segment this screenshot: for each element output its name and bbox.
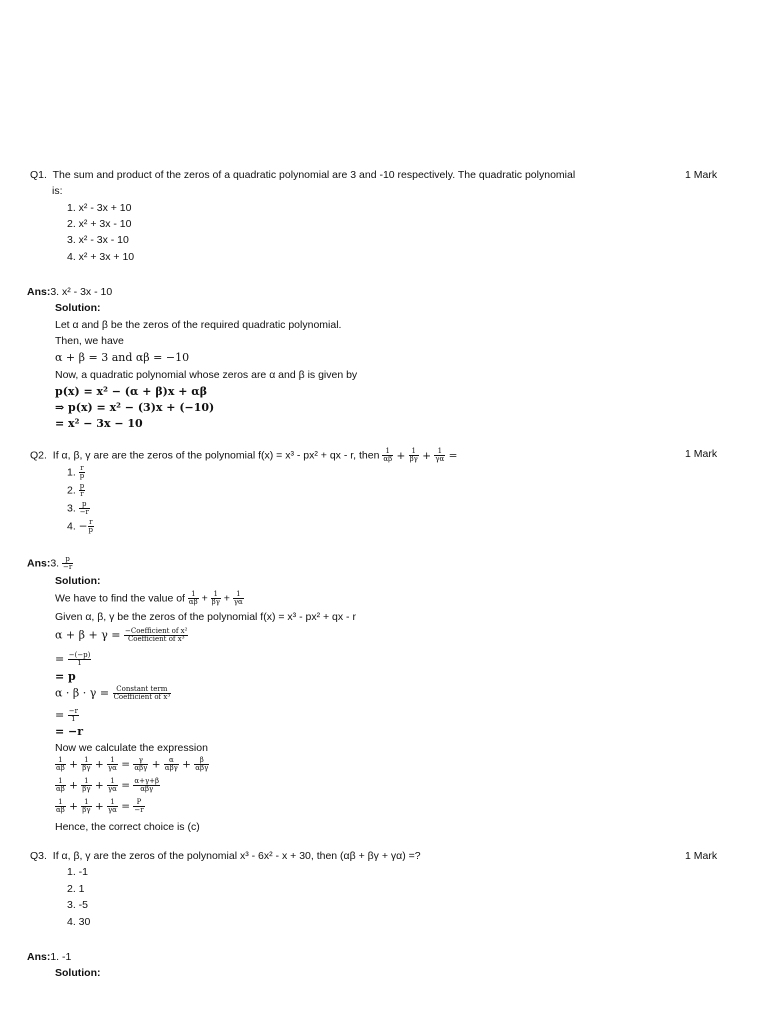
solution-equation: $\frac{1}{\alpha\beta}$ + $\frac{1}{\beta\gamma}$ + $\frac{1}{\gamma\alpha}$ = $\frac{\gamma}{\text{αβγ}}$ + $\frac{\alpha}{\text{αβγ}}$ + $\frac{\beta}{\text{αβγ}}$ — [56, 756, 209, 772]
answer-value: 3. — [50, 557, 60, 570]
answer-label: Ans: — [27, 286, 51, 298]
solution-line: Hence, the correct choice is (c) — [55, 821, 200, 833]
option-1: 1. $\frac{r}{p}$ — [67, 464, 85, 480]
marks-label: 1 Mark — [685, 448, 718, 460]
solution-line: Let α and β be the zeros of the required quadratic polynomial. — [55, 319, 342, 331]
option-1: 1. x² - 3x + 10 — [67, 202, 132, 214]
solution-label: Solution: — [55, 967, 101, 979]
question-text: If α, β, γ are the zeros of the polynomial x³ - 6x² - x + 30, then (αβ + βγ + γα) =? — [52, 850, 421, 862]
solution-equation: p(x) = x² − (α + β)x + αβ — [55, 385, 208, 398]
option-2: 2. $\frac{p}{r}$ — [67, 482, 85, 498]
question-text-cont: is: — [52, 185, 63, 197]
answer-value: 3. x² - 3x - 10 — [50, 286, 113, 298]
solution-equation: = p — [55, 670, 76, 683]
option-4: 4. − $\frac{r}{p}$ — [67, 518, 93, 534]
expression-sum-reciprocals: $\frac{1}{\alpha\beta}$ + $\frac{1}{\beta\gamma}$ + $\frac{1}{\gamma\alpha}$ = — [383, 447, 458, 463]
solution-label: Solution: — [55, 575, 101, 587]
solution-equation: = $\frac{-(-p)}{1}$ — [55, 651, 91, 667]
solution-line: Now we calculate the expression — [55, 742, 208, 754]
solution-equation: α + β = 3 and αβ = −10 — [55, 351, 190, 364]
solution-equation: = x² − 3x − 10 — [55, 417, 143, 430]
question-text: If α, β, γ are are the zeros of the polynomial f(x) = x³ - px² + qx - r, then — [52, 449, 380, 462]
answer-label: Ans: — [27, 557, 51, 570]
answer-label: Ans: — [27, 951, 51, 963]
solution-line: Given α, β, γ be the zeros of the polynomial f(x) = x³ - px² + qx - r — [55, 611, 356, 623]
question-text: The sum and product of the zeros of a quadratic polynomial are 3 and -10 respectively. The quadratic polynomial — [52, 169, 576, 181]
solution-equation: α + β + γ = $\frac{\text{−Coefficient of x²}}{\text{Coefficient of x³}}$ — [55, 627, 188, 643]
option-2: 2. 1 — [67, 883, 85, 895]
option-3: 3. x² - 3x - 10 — [67, 234, 129, 246]
question-2 — [30, 448, 457, 463]
option-2: 2. x² + 3x - 10 — [67, 218, 132, 230]
option-3: 3. $\frac{p}{-r}$ — [67, 500, 89, 516]
option-3: 3. -5 — [67, 899, 89, 911]
marks-label: 1 Mark — [685, 850, 718, 862]
question-1 — [30, 169, 575, 181]
question-3 — [30, 850, 421, 862]
option-4: 4. 30 — [67, 916, 91, 928]
option-1: 1. -1 — [67, 866, 89, 878]
solution-line: Now, a quadratic polynomial whose zeros are α and β is given by — [55, 369, 358, 381]
option-4: 4. x² + 3x + 10 — [67, 251, 135, 263]
solution-equation: α · β · γ = $\frac{\text{Constant term}}{\text{Coefficient of x³}}$ — [55, 685, 171, 701]
answer-value: 1. -1 — [50, 951, 72, 963]
question-number: Q1. — [30, 169, 47, 181]
answer-line: Ans:3. $\frac{p}{-r}$ — [27, 555, 73, 571]
marks-label: 1 Mark — [685, 169, 718, 181]
solution-equation: ⇒ p(x) = x² − (3)x + (−10) — [55, 401, 215, 414]
question-number: Q3. — [30, 850, 47, 862]
answer-line — [27, 951, 71, 963]
solution-line: Then, we have — [55, 335, 124, 347]
solution-equation: = −r — [55, 725, 84, 738]
solution-label: Solution: — [55, 302, 101, 314]
solution-equation: $\frac{1}{\alpha\beta}$ + $\frac{1}{\beta\gamma}$ + $\frac{1}{\gamma\alpha}$ = $\frac{\alpha+\gamma+\beta}{\text{αβγ}}$ — [56, 777, 160, 793]
solution-equation: = $\frac{-r}{1}$ — [55, 707, 78, 723]
answer-line — [27, 286, 112, 298]
solution-line: We have to find the value of $\frac{1}{\alpha\beta}$ + $\frac{1}{\beta\gamma}$ + $\frac{1}{\gamma\alpha}$ — [55, 590, 243, 606]
solution-equation: $\frac{1}{\alpha\beta}$ + $\frac{1}{\beta\gamma}$ + $\frac{1}{\gamma\alpha}$ = $\frac{P}{-r}$ — [56, 798, 144, 814]
question-number: Q2. — [30, 449, 47, 462]
